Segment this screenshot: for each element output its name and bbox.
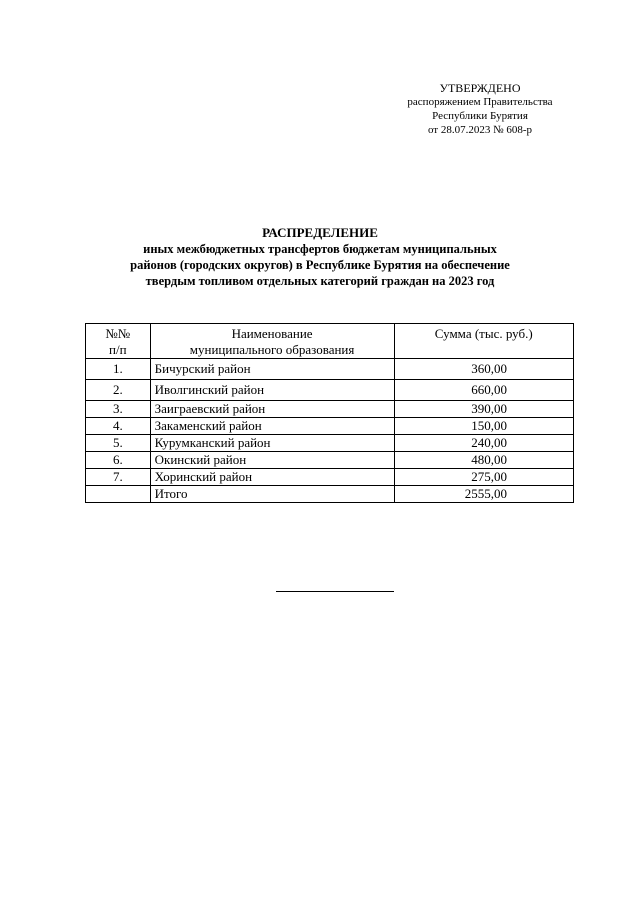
document-subtitle-line: иных межбюджетных трансфертов бюджетам муниципальных bbox=[143, 242, 497, 256]
header-number-line: п/п bbox=[109, 342, 127, 357]
row-number: 2. bbox=[86, 380, 151, 401]
row-sum: 275,00 bbox=[394, 469, 574, 486]
closing-divider-line bbox=[276, 591, 394, 592]
row-municipality: Курумканский район bbox=[150, 435, 394, 452]
approval-line: Республики Бурятия bbox=[432, 110, 528, 122]
row-municipality: Закаменский район bbox=[150, 418, 394, 435]
header-number bbox=[86, 324, 151, 359]
row-number: 4. bbox=[86, 418, 151, 435]
total-label: Итого bbox=[150, 486, 394, 503]
row-number: 3. bbox=[86, 401, 151, 418]
approval-line: распоряжением Правительства bbox=[407, 96, 553, 108]
row-municipality: Хоринский район bbox=[150, 469, 394, 486]
approval-title: УТВЕРЖДЕНО bbox=[439, 81, 521, 95]
header-number-line: №№ bbox=[105, 326, 131, 341]
header-sum bbox=[394, 324, 574, 359]
table-row bbox=[86, 469, 574, 486]
row-municipality: Заиграевский район bbox=[150, 401, 394, 418]
approval-stamp bbox=[360, 81, 600, 137]
row-sum: 390,00 bbox=[394, 401, 574, 418]
table-row bbox=[86, 418, 574, 435]
header-name bbox=[150, 324, 394, 359]
table-header-row bbox=[86, 324, 574, 359]
total-number bbox=[86, 486, 151, 503]
row-sum: 660,00 bbox=[394, 380, 574, 401]
document-subtitle-line: твердым топливом отдельных категорий граждан на 2023 год bbox=[145, 274, 495, 288]
table-row bbox=[86, 380, 574, 401]
row-number: 5. bbox=[86, 435, 151, 452]
row-municipality: Окинский район bbox=[150, 452, 394, 469]
document-heading bbox=[80, 225, 560, 289]
table-row bbox=[86, 401, 574, 418]
row-number: 7. bbox=[86, 469, 151, 486]
table-total-row bbox=[86, 486, 574, 503]
row-sum: 480,00 bbox=[394, 452, 574, 469]
total-sum: 2555,00 bbox=[394, 486, 574, 503]
table-row bbox=[86, 452, 574, 469]
row-number: 6. bbox=[86, 452, 151, 469]
table-row bbox=[86, 435, 574, 452]
row-number: 1. bbox=[86, 359, 151, 380]
distribution-table bbox=[85, 323, 574, 503]
row-sum: 240,00 bbox=[394, 435, 574, 452]
header-sum-label: Сумма (тыс. руб.) bbox=[434, 326, 533, 341]
row-municipality: Бичурский район bbox=[150, 359, 394, 380]
document-subtitle-line: районов (городских округов) в Республике Бурятия на обеспечение bbox=[130, 258, 510, 272]
header-name-line: Наименование bbox=[231, 326, 313, 341]
row-municipality: Иволгинский район bbox=[150, 380, 394, 401]
approval-date-line: от 28.07.2023 № 608-р bbox=[427, 124, 533, 136]
row-sum: 150,00 bbox=[394, 418, 574, 435]
header-name-line: муниципального образования bbox=[189, 342, 355, 357]
row-sum: 360,00 bbox=[394, 359, 574, 380]
table-row bbox=[86, 359, 574, 380]
document-title: РАСПРЕДЕЛЕНИЕ bbox=[262, 225, 378, 240]
